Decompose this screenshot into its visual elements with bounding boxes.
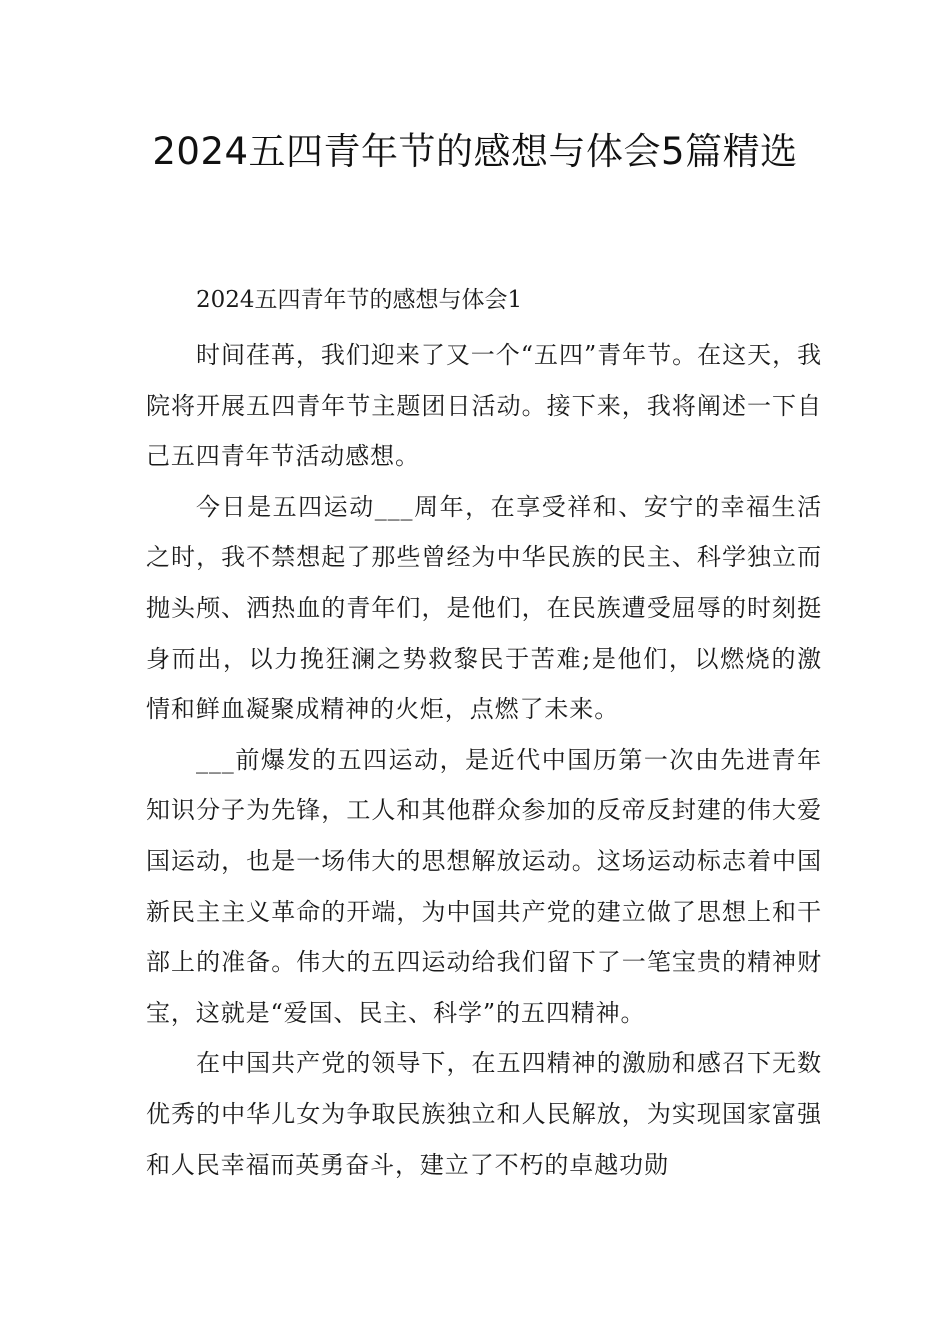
paragraph-1: 时间荏苒，我们迎来了又一个“五四”青年节。在这天，我院将开展五四青年节主题团日活动。接下来，我将阐述一下自己五四青年节活动感想。 xyxy=(146,341,822,471)
document-title: 2024五四青年节的感想与体会5篇精选 xyxy=(152,130,798,173)
paragraph-2: 今日是五四运动___周年，在享受祥和、安宁的幸福生活之时，我不禁想起了那些曾经为中华民族的民主、科学独立而抛头颅、洒热血的青年们，是他们，在民族遭受屈辱的时刻挺身而出，以力挽狂澜之势救黎民于苦难;是他们，以燃烧的激情和鲜血凝聚成精神的火炬，点燃了未来。 xyxy=(146,492,822,724)
document-body xyxy=(146,330,822,1190)
paragraph-4: 在中国共产党的领导下，在五四精神的激励和感召下无数优秀的中华儿女为争取民族独立和人民解放，为实现国家富强和人民幸福而英勇奋斗，建立了不朽的卓越功勋 xyxy=(146,1049,822,1179)
paragraph-3: ___前爆发的五四运动，是近代中国历第一次由先进青年知识分子为先锋，工人和其他群众参加的反帝反封建的伟大爱国运动，也是一场伟大的思想解放运动。这场运动标志着中国新民主主义革命的开端，为中国共产党的建立做了思想上和干部上的准备。伟大的五四运动给我们留下了一笔宝贵的精神财宝，这就是“爱国、民主、科学”的五四精神。 xyxy=(146,745,822,1027)
section-heading: 2024五四青年节的感想与体会1 xyxy=(196,287,523,313)
